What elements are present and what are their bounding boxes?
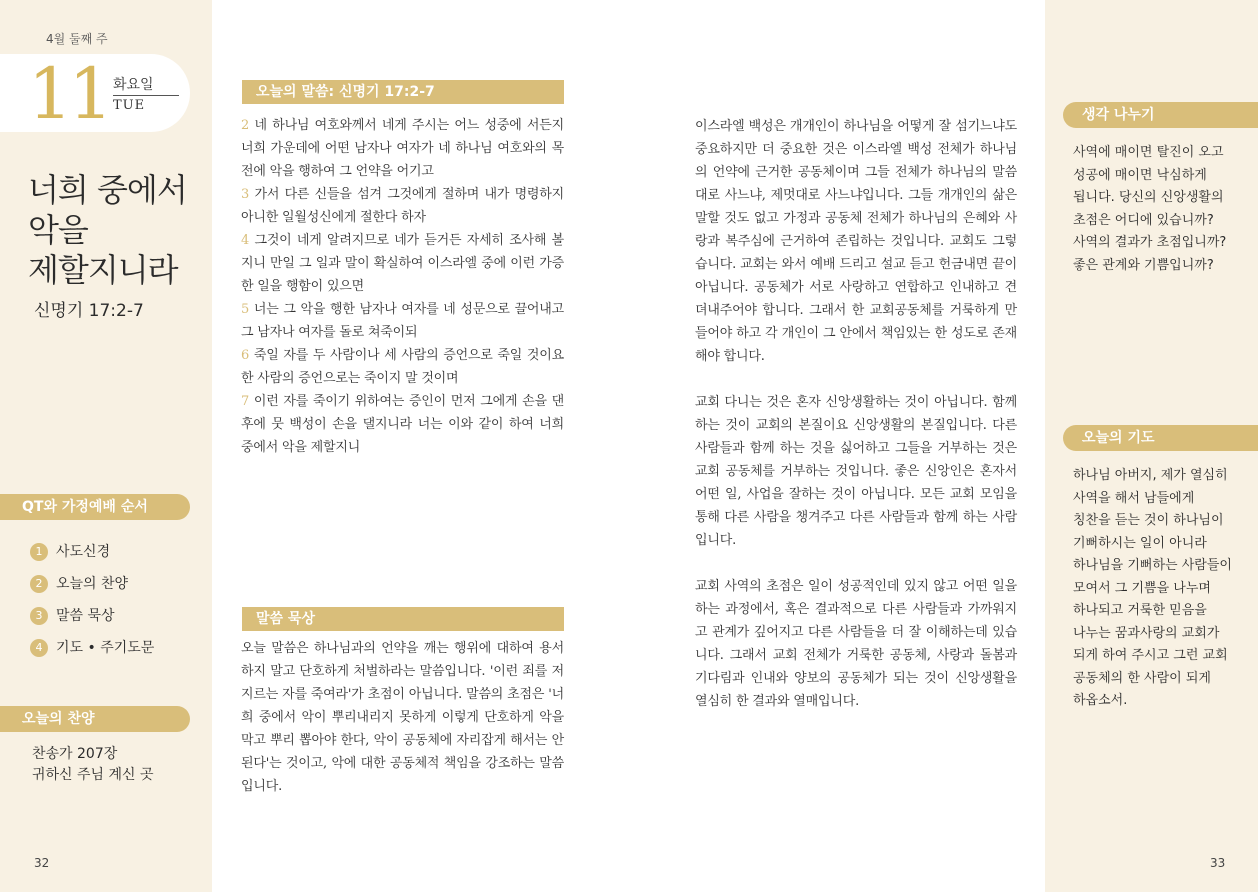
date-divider <box>113 95 179 96</box>
verse-number: 3 <box>241 187 250 202</box>
verse-number: 7 <box>241 394 250 409</box>
prayer-line: 공동체의 한 사람이 되게 <box>1073 670 1211 686</box>
prayer-line: 되게 하여 주시고 그런 교회 <box>1073 648 1228 663</box>
hymn-name: 귀하신 주님 계신 곳 <box>32 767 154 783</box>
hymn-number: 찬송가 207장 <box>32 746 118 762</box>
verse-number: 4 <box>241 233 250 248</box>
order-item <box>30 637 154 659</box>
think-line: 사역의 결과가 초점입니까? <box>1073 235 1227 250</box>
page-number-right: 33 <box>1210 856 1226 870</box>
order-label: 기도 • 주기도문 <box>56 640 155 656</box>
order-number: 3 <box>30 607 48 625</box>
prayer-line: 기뻐하시는 일이 아니라 <box>1073 535 1207 551</box>
order-label: 사도신경 <box>56 544 111 560</box>
verse-number: 5 <box>241 302 250 317</box>
title-line: 너희 중에서 <box>28 171 187 209</box>
main-text <box>695 115 1017 713</box>
verse-number: 6 <box>241 348 250 363</box>
think-line: 사역에 매이면 탈진이 오고 <box>1073 145 1224 160</box>
hymn-heading: 오늘의 찬양 <box>0 706 190 732</box>
day-number: 11 <box>28 53 110 135</box>
meditation-text <box>241 637 564 798</box>
meditation-heading: 말씀 묵상 <box>242 607 564 631</box>
hymn-info <box>32 744 154 786</box>
prayer-line: 칭찬을 듣는 것이 하나님이 <box>1073 513 1224 528</box>
prayer-line: 하나님 아버지, 제가 열심히 <box>1073 468 1228 483</box>
verse-text: 죽일 자를 두 사람이나 세 사람의 증언으로 죽일 것이요 한 사람의 증언으로는 죽이지 말 것이며 <box>241 348 565 386</box>
page-number-left: 32 <box>34 856 50 870</box>
think-line: 성공에 매이면 낙심하게 <box>1073 167 1207 183</box>
main-paragraph: 교회 사역의 초점은 일이 성공적인데 있지 않고 어떤 일을 하는 과정에서, 혹은 결과적으로 다른 사람들과 가까워지고 관계가 깊어지고 다른 사람들을 더 잘 이해하는데 있습니다. 그래서 교회 전체가 거룩한 공동체, 사랑과 돌봄과 기다림과 인내와 양보의 공동체가 되는 것이 신앙생활을 열심히 한 결과와 열매입니다. <box>695 579 1017 709</box>
order-heading: QT와 가정예배 순서 <box>0 494 190 520</box>
main-paragraph: 교회 다니는 것은 혼자 신앙생활하는 것이 아닙니다. 함께 하는 것이 교회의 본질이요 신앙생활의 본질입니다. 다른 사람들과 함께 하는 것을 싫어하고 그들을 거부하는 것은 교회 공동체를 거부하는 것입니다. 좋은 신앙인은 혼자서 어떤 일, 사업을 잘하는 것이 아닙니다. 모든 교회 모임을 통해 다른 사람을 챙겨주고 다른 사람들과 함께 하는 사람입니다. <box>695 395 1017 548</box>
order-number: 2 <box>30 575 48 593</box>
title-line: 악을 <box>28 211 88 249</box>
prayer-heading: 오늘의 기도 <box>1063 425 1258 451</box>
order-label: 말씀 묵상 <box>56 608 115 624</box>
main-paragraph: 이스라엘 백성은 개개인이 하나님을 어떻게 잘 섬기느냐도 중요하지만 더 중요한 것은 이스라엘 백성 전체가 하나님의 언약에 근거한 공동체이며 그들 전체가 하나님의 말씀대로 사느냐, 제멋대로 사느냐입니다. 그들 개개인의 삶은 말할 것도 없고 가정과 공동체 전체가 하나님의 은혜와 사랑과 복주심에 근거하여 존립하는 것입니다. 교회도 그렇습니다. 교회는 와서 예배 드리고 설교 듣고 헌금내면 끝이 아닙니다. 공동체가 서로 사랑하고 연합하고 인내하고 견뎌내주어야 합니다. 그래서 한 교회공동체를 거룩하게 만들어야 하고 각 개인이 그 안에서 책임있는 한 성도로 존재해야 합니다. <box>695 119 1017 364</box>
weekday-english: TUE <box>113 98 146 113</box>
order-item <box>30 573 128 595</box>
week-label: 4월 둘째 주 <box>46 32 108 46</box>
prayer-text <box>1073 465 1245 713</box>
prayer-line: 하나님을 기뻐하는 사람들이 <box>1073 558 1232 573</box>
meditation-paragraph: 오늘 말씀은 하나님과의 언약을 깨는 행위에 대하여 용서하지 말고 단호하게 처벌하라는 말씀입니다. '이런 죄를 저지르는 자를 죽여라'가 초점이 아닙니다. 말씀의 초점은 '너희 중에서 악이 뿌리내리지 못하게 이렇게 단호하게 악을 막고 뿌리 뽑아야 한다, 악이 공동체에 자리잡게 해서는 안 된다'는 것이고, 악에 대한 공동체적 책임을 강조하는 말씀입니다. <box>241 641 564 794</box>
think-line: 초점은 어디에 있습니까? <box>1073 212 1214 228</box>
think-heading: 생각 나누기 <box>1063 102 1258 128</box>
think-text <box>1073 142 1245 277</box>
think-line: 좋은 관계와 기쁨입니까? <box>1073 257 1214 273</box>
verse-text: 가서 다른 신들을 섬겨 그것에게 절하며 내가 명령하지 아니한 일월성신에게 절한다 하자 <box>241 187 565 225</box>
order-number: 4 <box>30 639 48 657</box>
order-item <box>30 541 110 563</box>
verse-text: 그것이 네게 알려지므로 네가 듣거든 자세히 조사해 볼지니 만일 그 일과 말이 확실하여 이스라엘 중에 이런 가증한 일을 행함이 있으면 <box>241 233 565 294</box>
verse-text: 네 하나님 여호와께서 네게 주시는 어느 성중에 서든지 너희 가운데에 어떤 남자나 여자가 네 하나님 여호와의 목전에 악을 행하여 그 언약을 어기고 <box>241 118 565 179</box>
verse-number: 2 <box>241 118 250 133</box>
daily-title <box>28 170 208 290</box>
title-reference: 신명기 17:2-7 <box>34 301 144 321</box>
verse-text: 너는 그 악을 행한 남자나 여자를 네 성문으로 끌어내고 그 남자나 여자를 돌로 쳐죽이되 <box>241 302 565 340</box>
scripture-text <box>241 114 564 459</box>
order-number: 1 <box>30 543 48 561</box>
scripture-heading: 오늘의 말씀: 신명기 17:2-7 <box>242 80 564 104</box>
prayer-line: 나누는 꿈과사랑의 교회가 <box>1073 625 1220 641</box>
prayer-line: 하옵소서. <box>1073 693 1128 708</box>
prayer-line: 하나되고 거룩한 믿음을 <box>1073 603 1207 618</box>
verse-text: 이런 자를 죽이기 위하여는 증인이 먼저 그에게 손을 댄 후에 뭇 백성이 손을 댈지니라 너는 이와 같이 하여 너희 중에서 악을 제할지니 <box>241 394 565 455</box>
order-label: 오늘의 찬양 <box>56 576 129 592</box>
title-line: 제할지니라 <box>28 251 178 289</box>
prayer-line: 모여서 그 기쁨을 나누며 <box>1073 580 1211 596</box>
weekday-korean: 화요일 <box>113 77 154 93</box>
prayer-line: 사역을 해서 남들에게 <box>1073 490 1195 506</box>
order-item <box>30 605 115 627</box>
think-line: 됩니다. 당신의 신앙생활의 <box>1073 190 1224 205</box>
